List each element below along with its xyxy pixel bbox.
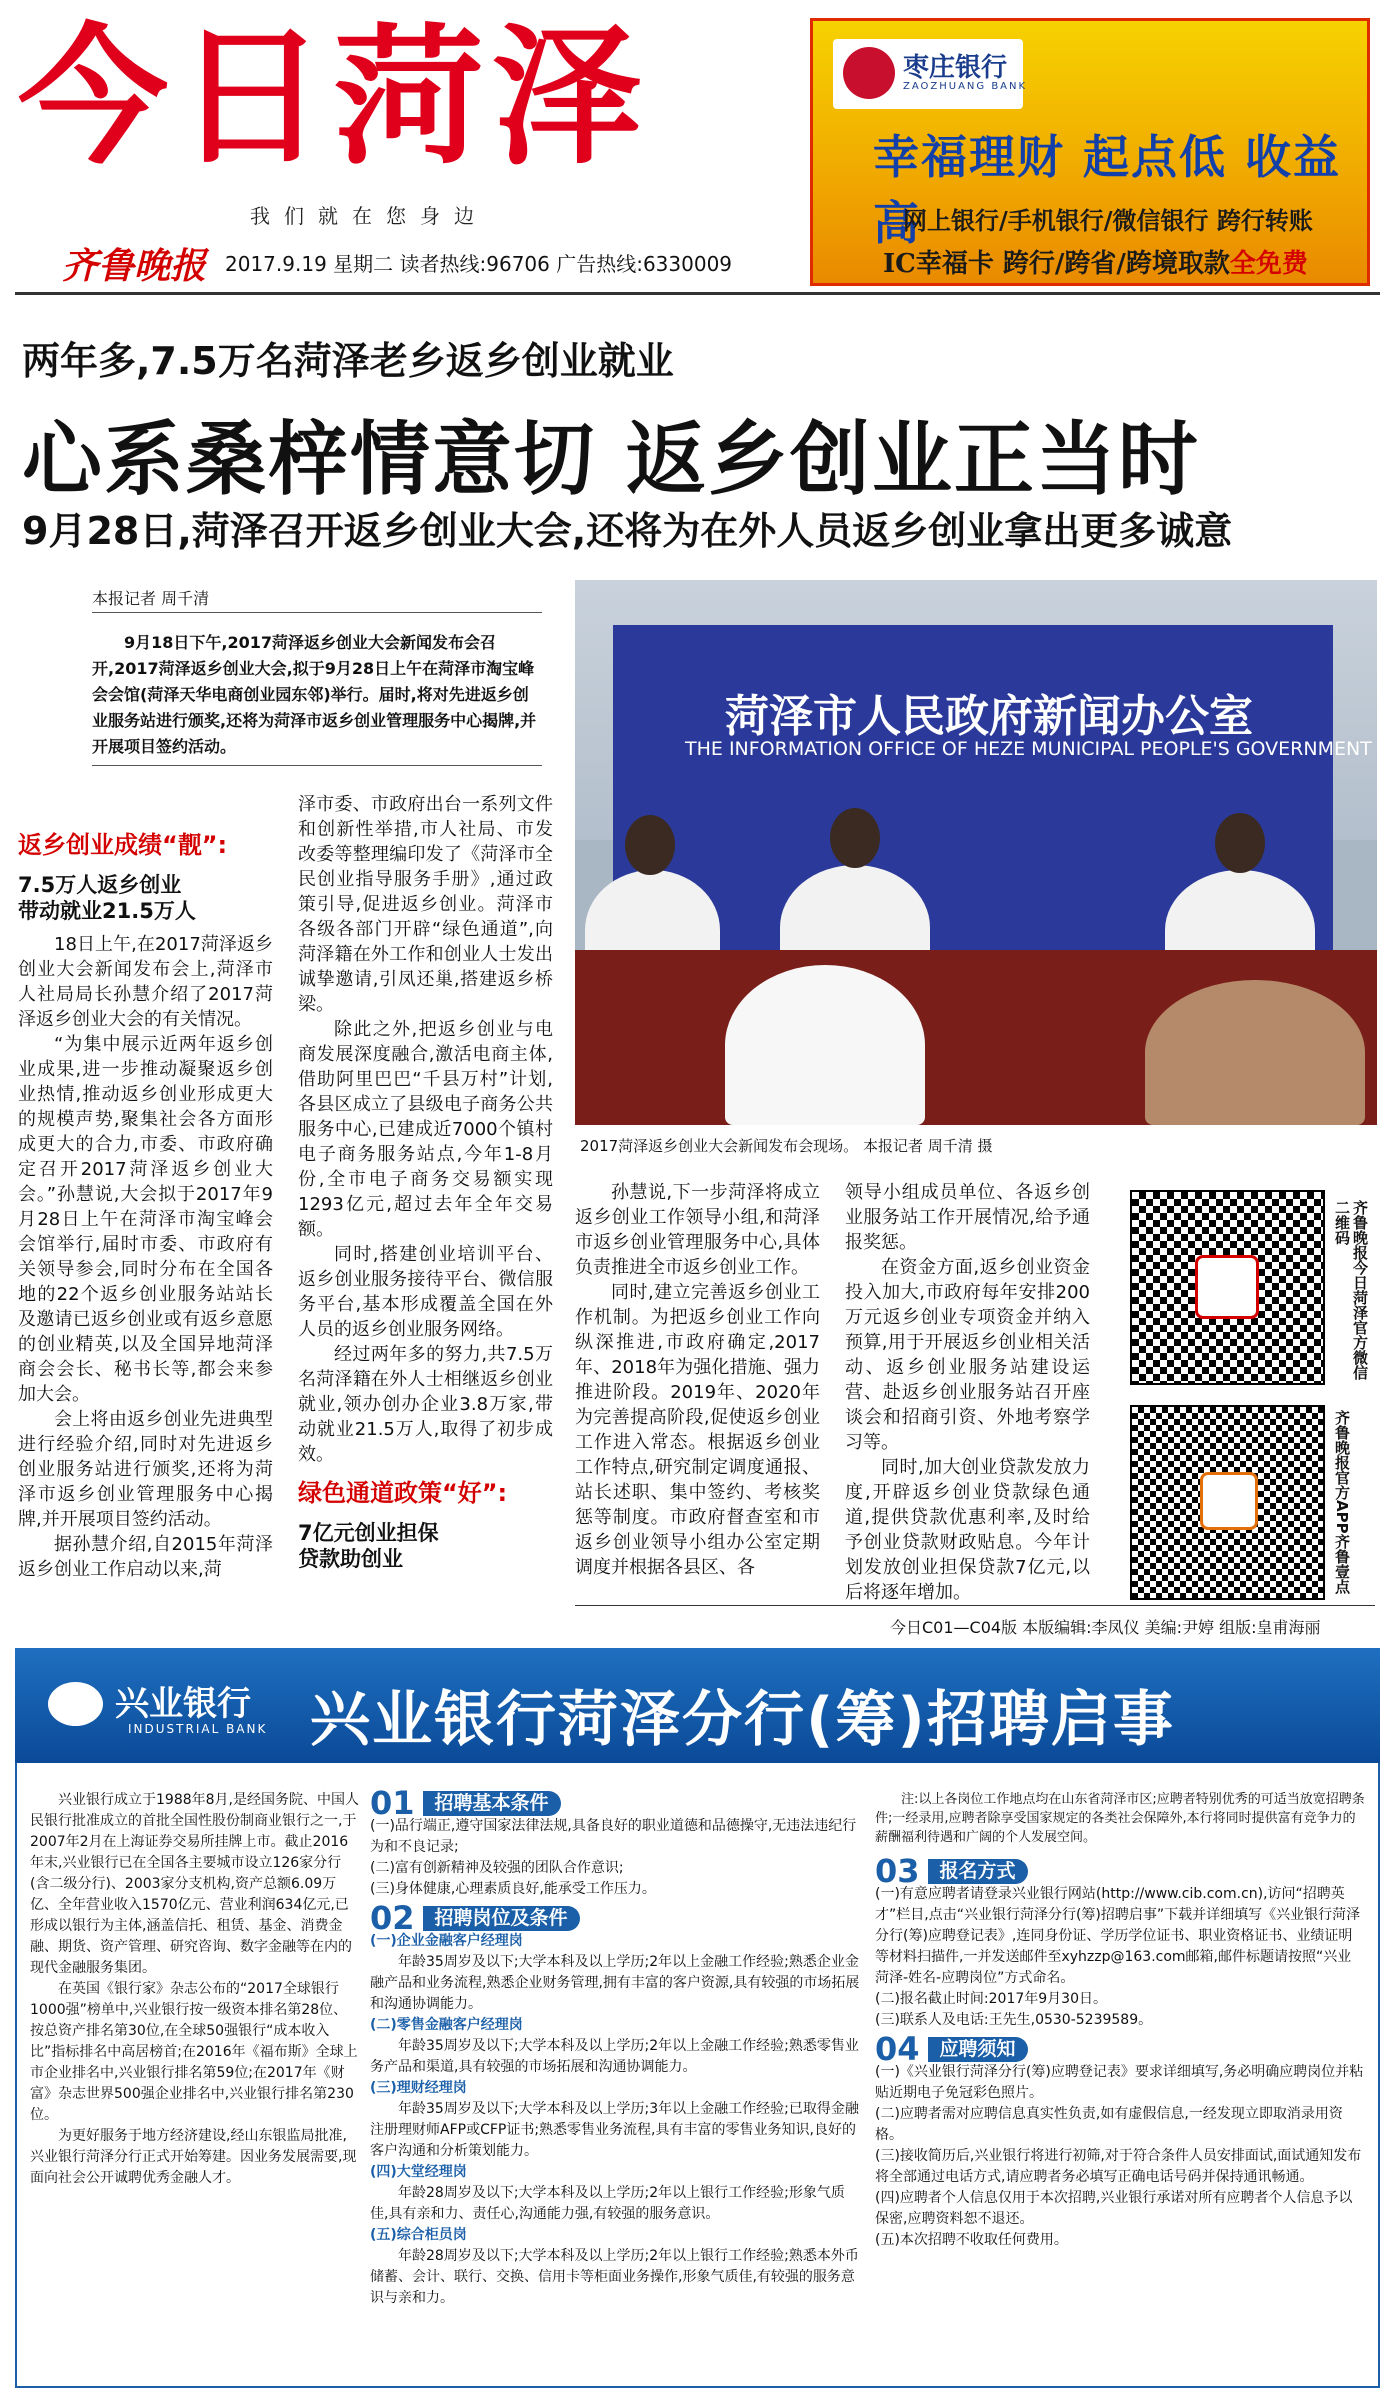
page-footer: 今日C01—C04版 本版编辑:李凤仪 美编:尹婷 组版:皇甫海丽 — [890, 1618, 1321, 1637]
paragraph: 同时,加大创业贷款发放力度,开辟返乡创业贷款绿色通道,提供贷款优惠利率,及时给予创业贷款财政贴息。今年计划发放创业担保贷款7亿元,以后将逐年增加。 — [845, 1457, 1090, 1603]
s4-item: (一)《兴业银行菏泽分行(筹)应聘登记表》要求详细填写,务必明确应聘岗位并粘贴近期电子免冠彩色照片。 — [875, 2064, 1364, 2101]
position-title: (二)零售金融客户经理岗 — [370, 2017, 523, 2033]
paragraph: 据孙慧介绍,自2015年菏泽返乡创业工作启动以来,菏 — [18, 1534, 273, 1580]
ad-note: 注:以上各岗位工作地点均在山东省菏泽市区;应聘者特别优秀的可适当放宽招聘条件;一经录用,应聘者除享受国家规定的各类社会保障外,本行将同时提供富有竞争力的薪酬福利待遇和广阔的个人发展空间。 — [875, 1792, 1365, 1845]
section-tag: 应聘须知 — [928, 2037, 1028, 2062]
qr-center-logo — [1195, 1255, 1259, 1319]
s1-item: (一)品行端正,遵守国家法律法规,具备良好的职业道德和品德操守,无违法违纪行为和不良记录; — [370, 1818, 857, 1855]
industrial-bank-logo-icon — [48, 1682, 103, 1726]
position-requirements: 年龄35周岁及以下;大学本科及以上学历;3年以上金融工作经验;已取得金融注册理财师AFP或CFP证书;熟悉零售业务流程,具有丰富的零售业务知识,良好的客户沟通和分析策划能力。 — [370, 2101, 859, 2159]
section-tag: 招聘岗位及条件 — [423, 1906, 580, 1931]
ad-bank-name: 枣庄银行 — [903, 53, 1008, 83]
ad-line2 — [883, 243, 1308, 280]
paragraph: 为更好服务于地方经济建设,经山东银监局批准,兴业银行菏泽分行正式开始筹建。因业务发展需要,现面向社会公开诚聘优秀金融人才。 — [30, 2128, 357, 2186]
position-title: (三)理财经理岗 — [370, 2080, 467, 2096]
footer-rule — [575, 1605, 1375, 1606]
s3-item: (一)有意应聘者请登录兴业银行网站(http://www.cib.com.cn),访问“招聘英才”栏目,点击“兴业银行菏泽分行(筹)招聘启事”下载并详细填写《兴业银行菏泽分行(筹)应聘登记表》,连同身份证、学历学位证书、职业资格证书、业绩证明等材料扫描件,一并发送邮件至xyhzzp@163.com邮箱,邮件标题请按照“兴业菏泽-姓名-应聘岗位”方式命名。 — [875, 1886, 1361, 1986]
photo-person-head — [625, 815, 675, 875]
s1-item: (三)身体健康,心理素质良好,能承受工作压力。 — [370, 1881, 656, 1897]
paragraph: 同时,搭建创业培训平台、返乡创业服务接待平台、微信服务平台,基本形成覆盖全国在外人员的返乡创业服务网络。 — [298, 1244, 553, 1340]
paragraph: 18日上午,在2017菏泽返乡创业大会新闻发布会上,菏泽市人社局局长孙慧介绍了2017菏泽返乡创业大会的有关情况。 — [18, 934, 273, 1030]
kicker: 两年多,7.5万名菏泽老乡返乡创业就业 — [22, 339, 674, 383]
photo-backdrop-title: 菏泽市人民政府新闻办公室 — [725, 691, 1253, 742]
section-03-header — [875, 1852, 1365, 1890]
bank-logo-icon — [843, 47, 895, 99]
byline: 本报记者 周千清 — [92, 589, 210, 608]
photo-audience — [725, 965, 925, 1125]
paragraph: 领导小组成员单位、各返乡创业服务站工作开展情况,给予通报奖惩。 — [845, 1182, 1090, 1253]
paragraph: 除此之外,把返乡创业与电商发展深度融合,激活电商主体,借助阿里巴巴“千县万村”计划,各县区成立了县级电子商务公共服务中心,已建成近7000个镇村电子商务服务站点,今年1-8月份,全市电子商务交易额实现1293亿元,超过去年全年交易额。 — [298, 1019, 553, 1240]
section-subtitle-2: 7亿元创业担保 贷款助创业 — [298, 1521, 439, 1571]
qr-center-logo — [1200, 1472, 1258, 1530]
ad-intro — [30, 1790, 360, 2189]
recruitment-title: 兴业银行菏泽分行(筹)招聘启事 — [310, 1685, 1175, 1755]
qr-label-2: 齐鲁晚报官方APP齐鲁壹点 — [1333, 1410, 1351, 1594]
section-number: 04 — [875, 2030, 920, 2068]
paper-logo: 齐鲁晚报 — [62, 245, 207, 287]
section-tag: 招聘基本条件 — [423, 1791, 561, 1816]
column-3 — [575, 1180, 820, 1580]
top-advertisement[interactable] — [810, 18, 1370, 286]
paragraph: 兴业银行成立于1988年8月,是经国务院、中国人民银行批准成立的首批全国性股份制商业银行之一,于2007年2月在上海证券交易所挂牌上市。截止2016年末,兴业银行已在全国各主要城市设立126家分行(含二级分行)、2003家分支机构,资产总额6.09万亿、全年营业收入1570亿元、营业利润634亿元,已形成以银行为主体,涵盖信托、租赁、基金、消费金融、期货、资产管理、研究咨询、数字金融等在内的现代金融服务集团。 — [30, 1792, 359, 1976]
paragraph: 孙慧说,下一步菏泽将成立返乡创业工作领导小组,和菏泽市返乡创业管理服务中心,具体负责推进全市返乡创业工作。 — [575, 1182, 820, 1278]
lead-paragraph: 9月18日下午,2017菏泽返乡创业大会新闻发布会召开,2017菏泽返乡创业大会,拟于9月28日上午在菏泽市淘宝峰会会馆(菏泽天华电商创业园东邻)举行。届时,将对先进返乡创业服务站进行颁奖,还将为菏泽市返乡创业管理服务中心揭牌,并开展项目签约活动。 — [92, 633, 537, 756]
paragraph: 会上将由返乡创业先进典型进行经验介绍,同时对先进返乡创业服务站进行颁奖,还将为菏泽市返乡创业管理服务中心揭牌,并开展项目签约活动。 — [18, 1409, 273, 1530]
paragraph: 经过两年多的努力,共7.5万名菏泽籍在外人士相继返乡创业就业,领办创办企业3.8万家,带动就业21.5万人,取得了初步成效。 — [298, 1344, 553, 1465]
byline-rule — [92, 612, 542, 613]
ad-middle-column — [370, 1785, 860, 2309]
s4-item: (四)应聘者个人信息仅用于本次招聘,兴业银行承诺对所有应聘者个人信息予以保密,应聘资料恕不退还。 — [875, 2190, 1353, 2227]
photo-backdrop-subtitle: THE INFORMATION OFFICE OF HEZE MUNICIPAL PEOPLE'S GOVERNMENT — [685, 738, 1372, 760]
ad-slogan: 幸福理财 起点低 收益高 — [873, 130, 1342, 250]
position-requirements: 年龄35周岁及以下;大学本科及以上学历;2年以上金融工作经验;熟悉企业金融产品和业务流程,熟悉企业财务管理,拥有丰富的客户资源,具有较强的市场拓展和沟通协调能力。 — [370, 1954, 860, 2012]
s3-item: (二)报名截止时间:2017年9月30日。 — [875, 1991, 1107, 2007]
section-04-header — [875, 2030, 1365, 2068]
section-title-2: 绿色通道政策“好”: — [298, 1479, 508, 1507]
paragraph: 在资金方面,返乡创业资金投入加大,市政府每年安排200万元返乡创业专项资金并纳入预算,用于开展返乡创业相关活动、返乡创业服务站建设运营、赴返乡创业服务站召开座谈会和招商引资、外地考察学习等。 — [845, 1257, 1090, 1453]
ad-line2-text: IC幸福卡 跨行/跨省/跨境取款 — [883, 249, 1230, 279]
s3-item: (三)联系人及电话:王先生,0530-5239589。 — [875, 2012, 1153, 2028]
column-4 — [845, 1180, 1090, 1605]
ad-line2-highlight: 全免费 — [1229, 249, 1308, 279]
qr-label-1: 齐鲁晚报今日菏泽官方微信二维码 — [1333, 1200, 1369, 1380]
section-tag: 报名方式 — [928, 1859, 1028, 1884]
masthead-slogan: 我们就在您身边 — [250, 204, 488, 228]
s4-item: (五)本次招聘不收取任何费用。 — [875, 2232, 1068, 2248]
s4-item: (二)应聘者需对应聘信息真实性负责,如有虚假信息,一经发现立即取消录用资格。 — [875, 2106, 1343, 2143]
position-requirements: 年龄35周岁及以下;大学本科及以上学历;2年以上金融工作经验;熟悉零售业务产品和渠道,具有较强的市场拓展和沟通协调能力。 — [370, 2038, 859, 2075]
column-3-body — [575, 1180, 820, 1580]
photo-person-head — [830, 808, 880, 868]
column-4-body — [845, 1180, 1090, 1605]
s1-item: (二)富有创新精神及较强的团队合作意识; — [370, 1860, 624, 1876]
paragraph: 泽市委、市政府出台一系列文件和创新性举措,市人社局、市发改委等整理编印发了《菏泽市全民创业指导服务手册》,通过政策引导,促进返乡创业。菏泽市各级各部门开辟“绿色通道”,向菏泽籍在外工作和创业人士发出诚挚邀请,引凤还巢,搭建返乡桥梁。 — [298, 794, 553, 1015]
ad-bank-name: 兴业银行 — [115, 1684, 251, 1724]
ad-line1: 网上银行/手机银行/微信银行 跨行转账 — [903, 206, 1313, 235]
paragraph: 在英国《银行家》杂志公布的“2017全球银行1000强”榜单中,兴业银行按一级资本排名第28位、按总资产排名第30位,在全球50强银行“成本收入比”指标排名中高居榜首;在2016年《福布斯》全球上市企业排名中,兴业银行排名第59位;在2017年《财富》杂志世界500强企业排名中,兴业银行排名第230位。 — [30, 1981, 358, 2123]
position-requirements: 年龄28周岁及以下;大学本科及以上学历;2年以上银行工作经验;形象气质佳,具有亲和力、责任心,沟通能力强,有较强的服务意识。 — [370, 2185, 845, 2222]
paragraph: “为集中展示近两年返乡创业成果,进一步推动凝聚返乡创业热情,推动返乡创业形成更大的规模声势,聚集社会各方面形成更大的合力,市委、市政府确定召开2017菏泽返乡创业大会。”孙慧说,大会拟于2017年9月28日上午在菏泽市淘宝峰会会馆举行,届时市委、市政府有关领导参会,同时分布在全国各地的22个返乡创业服务站站长及邀请已返乡创业或有返乡意愿的创业精英,以及全国异地菏泽商会会长、秘书长等,都会来参加大会。 — [18, 1034, 273, 1405]
column-2-body — [298, 792, 553, 1467]
masthead-title: 今日菏泽 — [18, 11, 651, 185]
section-title-1: 返乡创业成绩“靓”: — [18, 831, 228, 859]
position-title: (五)综合柜员岗 — [370, 2227, 467, 2243]
masthead-rule — [15, 292, 1380, 295]
subheadline: 9月28日,菏泽召开返乡创业大会,还将为在外人员返乡创业拿出更多诚意 — [22, 509, 1233, 553]
photo-person-head — [1215, 813, 1265, 873]
position-requirements: 年龄28周岁及以下;大学本科及以上学历;2年以上银行工作经验;熟悉本外币储蓄、会计、联行、交换、信用卡等柜面业务操作,形象气质佳,有较强的服务意识与亲和力。 — [370, 2248, 859, 2306]
dateline: 2017.9.19 星期二 读者热线:96706 广告热线:6330009 — [225, 252, 733, 276]
section-number: 02 — [370, 1899, 415, 1937]
column-1 — [18, 825, 273, 1582]
ad-right-column — [875, 1790, 1365, 2251]
ad-bank-en: INDUSTRIAL BANK — [128, 1722, 268, 1736]
column-1-body — [18, 932, 273, 1582]
position-title: (一)企业金融客户经理岗 — [370, 1933, 523, 1949]
s4-item: (三)接收简历后,兴业银行将进行初筛,对于符合条件人员安排面试,面试通知发布将全部通过电话方式,请应聘者务必填写正确电话号码并保持通讯畅通。 — [875, 2148, 1362, 2185]
section-number: 03 — [875, 1852, 920, 1890]
section-02-header — [370, 1899, 860, 1937]
section-subtitle-1: 7.5万人返乡创业 带动就业21.5万人 — [18, 873, 196, 923]
paragraph: 同时,建立完善返乡创业工作机制。为把返乡创业工作向纵深推进,市政府确定,2017年、2018年为强化措施、强力推进阶段。2019年、2020年为完善提高阶段,促使返乡创业工作进入常态。根据返乡创业工作特点,研究制定调度通报、站长述职、集中签约、考核奖惩等制度。市政府督查室和市返乡创业领导小组办公室定期调度并根据各县区、各 — [575, 1282, 820, 1578]
position-title: (四)大堂经理岗 — [370, 2164, 467, 2180]
lead-rule — [92, 765, 542, 766]
headline: 心系桑梓情意切 返乡创业正当时 — [22, 413, 1200, 506]
ad-bank-en: ZAOZHUANG BANK — [903, 81, 1028, 92]
section-number: 01 — [370, 1784, 415, 1822]
section-01-header — [370, 1784, 860, 1822]
photo-caption: 2017菏泽返乡创业大会新闻发布会现场。 本报记者 周千清 摄 — [580, 1137, 993, 1155]
column-2 — [298, 792, 553, 1572]
press-conference-photo — [575, 580, 1377, 1125]
photo-audience — [1145, 980, 1365, 1125]
